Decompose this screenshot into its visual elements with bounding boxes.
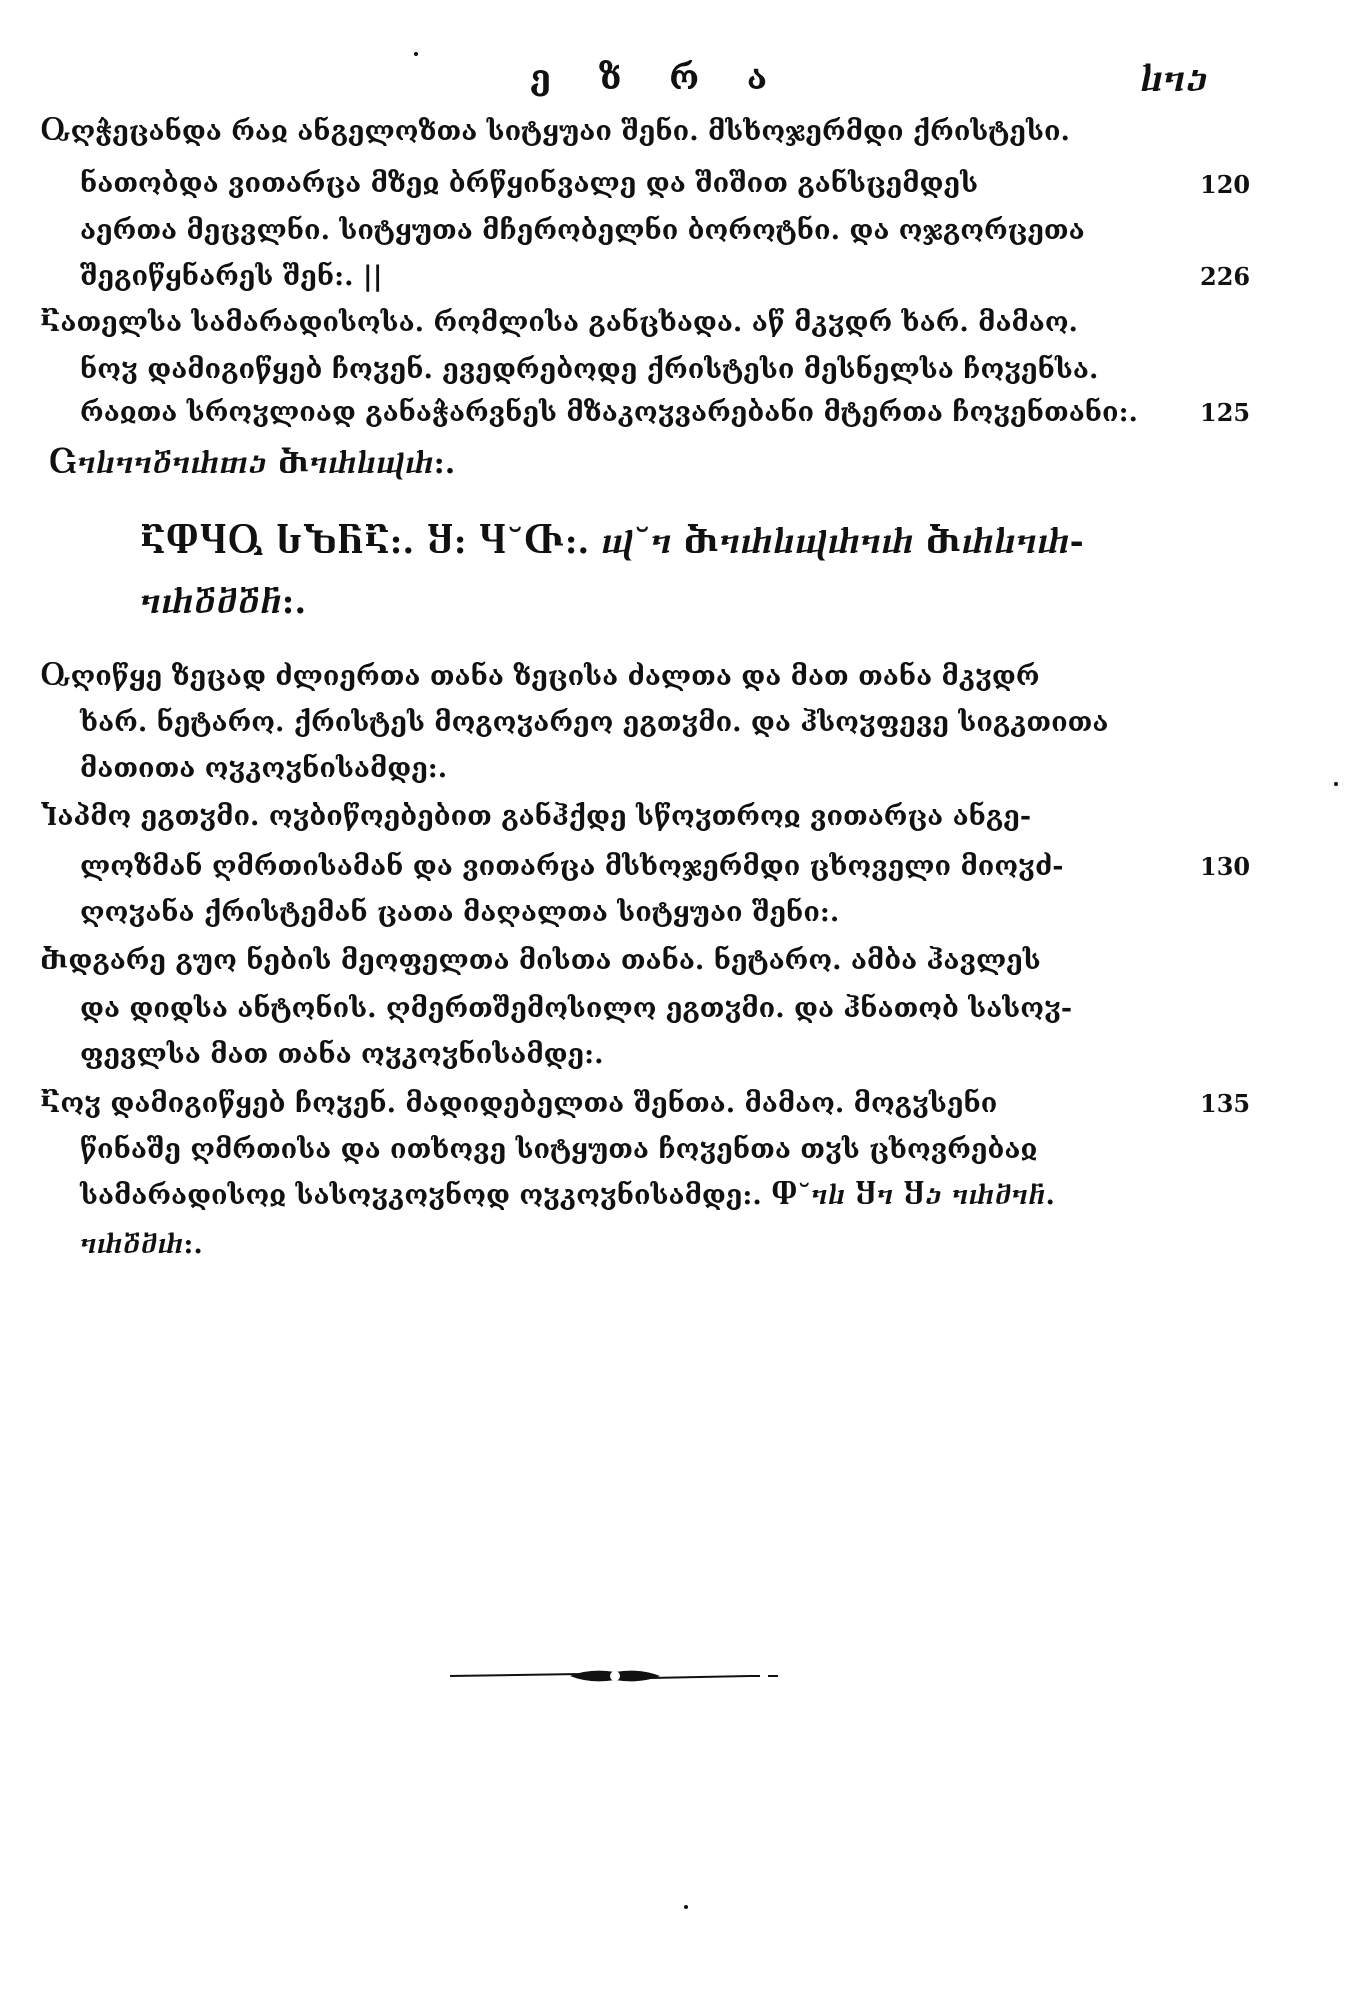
- speck: [414, 52, 418, 56]
- text-line: Ⴀათელსა სამარადისოსა. რომლისა განცხადა. აწ მკჳდრ ხარ. მამაო.: [40, 307, 1078, 338]
- text-line: რაჲთა სროჳლიად განაჭარვნეს მზაკოჳვარებანი მტერთა ჩოჳენთანი:.: [80, 397, 1138, 428]
- text-line: მათითა ოჳკოჳნისამდე:.: [80, 753, 448, 784]
- text-line: და დიდსა ანტონის. ღმერთშემოსილო ეგთჳმი. და ჰნათობ სასოჳ-: [80, 993, 1073, 1024]
- text-line: ⴈⴐⴃⴋⴐ:.: [80, 1229, 203, 1260]
- text-line: ნოჳ დამიგიწყებ ჩოჳენ. ევედრებოდე ქრისტესი მესნელსა ჩოჳენსა.: [80, 354, 1099, 385]
- line-number: 226: [1200, 262, 1251, 291]
- text-line: Ⴀოჳ დამიგიწყებ ჩოჳენ. მადიდებელთა შენთა. მამაო. მოგჳსენი: [40, 1088, 998, 1119]
- running-title: ე ზ რ ა: [530, 58, 786, 98]
- line-number: 125: [1200, 398, 1251, 427]
- text-line: Ⴍღჭეცანდა რაჲ ანგელოზთა სიტყუაი შენი. მსხოჯერმდი ქრისტესი.: [40, 116, 1070, 147]
- text-line: ხარ. ნეტარო. ქრისტეს მოგოჳარეო ეგთჳმი. და ჰსოჳფევე სიგკთითა: [80, 707, 1109, 738]
- page-header: [0, 50, 1364, 110]
- text-line: Ⴋდგარე გუო ნების მეოფელთა მისთა თანა. ნეტარო. ამბა ჰავლეს: [40, 945, 1041, 976]
- ornamental-rule: [450, 1666, 780, 1686]
- line-number: 120: [1200, 170, 1251, 199]
- text-line: წინაშე ღმრთისა და ითხოვე სიტყუთა ჩოჳენთა თჳს ცხოვრებაჲ: [80, 1134, 1038, 1165]
- text-line: ლოზმან ღმრთისამან და ვითარცა მსხოჯერმდი ცხოველი მიოჳძ-: [80, 851, 1064, 882]
- speck: [1334, 782, 1338, 786]
- text-line: ღოჳანა ქრისტემან ცათა მაღალთა სიტყუაი შენი:.: [80, 897, 840, 928]
- text-line: ფევლსა მათ თანა ოჳკოჳნისამდე:.: [80, 1039, 604, 1070]
- speck: [684, 1905, 688, 1909]
- text-line: Ⴈაპმო ეგთჳმი. ოჳბიწოებებით განჰქდე სწოჳთროჲ ვითარცა ანგე-: [40, 801, 1032, 832]
- text-line: სამარადისოჲ სასოჳკოჳნოდ ოჳკოჳნისამდე:. Ⴔ˘ⴈⴑ Ⴘⴈ Ⴘⴢ ⴈⴐⴋⴈⴌ.: [80, 1180, 1055, 1211]
- line-number: 130: [1200, 852, 1251, 881]
- text-line: ნათობდა ვითარცა მზეჲ ბრწყინვალე და შიშით განსცემდეს: [80, 168, 979, 199]
- text-line: Ⴍღიწყე ზეცად ძლიერთა თანა ზეცისა ძალთა და მათ თანა მკჳდრ: [40, 661, 1040, 692]
- text-line: აერთა მეცვლნი. სიტყუთა მჩერობელნი ბოროტნი. და ოჯგორცეთა: [80, 215, 1085, 246]
- rubric-text: Ⴚⴈⴑⴈⴈⴃⴈⴐⴇⴢ Ⴋⴈⴐⴑⴓⴐ:.: [50, 446, 456, 481]
- text-line: შეგიწყნარეს შენ:. ||: [80, 261, 383, 292]
- section-heading-line: ႠႴႷႳ ႱႦႬႠ:. Ⴘ: Ⴗ˘Ⴇ:. ⴓ˘ⴈ Ⴋⴈⴐⴑⴓⴐⴈⴐ Ⴋⴐⴑⴈⴐ-: [140, 522, 1084, 562]
- line-number: 135: [1200, 1089, 1251, 1118]
- page-number: ⴑⴈⴢ: [1140, 58, 1209, 100]
- section-heading-line: ⴈⴐⴃⴋⴃⴌ:.: [140, 582, 307, 622]
